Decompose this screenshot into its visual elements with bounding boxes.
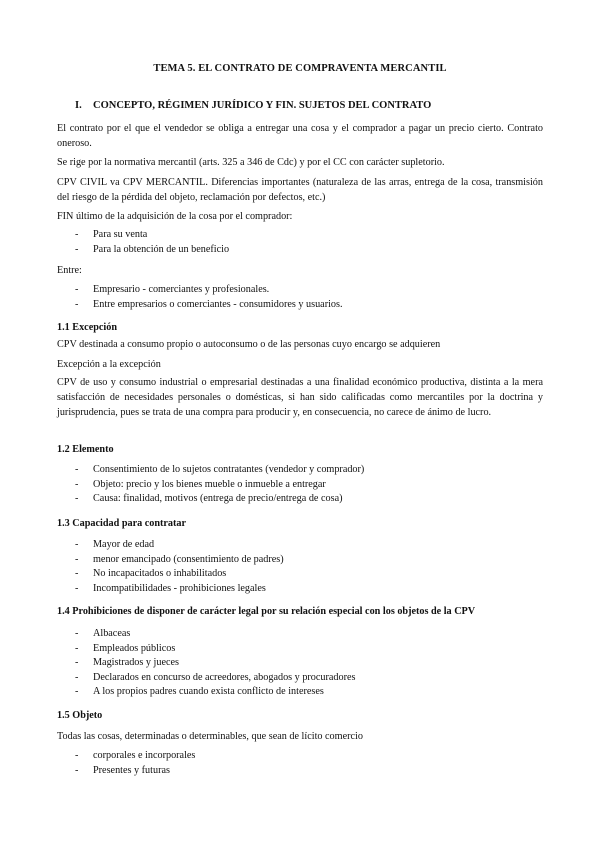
intro-paragraph-fin: FIN último de la adquisición de la cosa por el comprador: xyxy=(57,211,293,222)
prohibitions-list xyxy=(75,627,356,700)
section-number: I. xyxy=(75,100,82,111)
intro-paragraph-regime: Se rige por la normativa mercantil (arts. 325 a 346 de Cdc) y por el CC con carácter supletorio. xyxy=(57,157,445,168)
list-item: - Mayor de edad xyxy=(75,538,284,553)
intro-paragraph-definition: El contrato por el que el vendedor se obliga a entregar una cosa y el comprador a pagar un precio cierto. Contrato oneroso. xyxy=(57,123,543,149)
exception-to-exception-paragraph: CPV de uso y consumo industrial o empresarial destinadas a una finalidad económico productiva, distinta a la mera satisfacción de necesidades personales o domésticas, si han sido calificadas como mercantiles por la doctrina y jurisprudencia, pues se trata de una compra para producir y, en consecuencia, no carece de ánimo de lucro. xyxy=(57,377,543,418)
list-item: - Albaceas xyxy=(75,627,356,642)
list-item: - menor emancipado (consentimiento de padres) xyxy=(75,553,284,568)
list-item: - corporales e incorporales xyxy=(75,749,195,764)
list-item: - Magistrados y jueces xyxy=(75,656,356,671)
list-item: - Para su venta xyxy=(75,228,229,243)
intro-paragraph-differences: CPV CIVIL va CPV MERCANTIL. Diferencias importantes (naturaleza de las arras, entrega de la cosa, transmisión del riesgo de la pérdida del objeto, reclamación por defectos, etc.) xyxy=(57,177,543,203)
document-title: TEMA 5. EL CONTRATO DE COMPRAVENTA MERCANTIL xyxy=(153,63,447,74)
subsection-heading-1-1: 1.1 Excepción xyxy=(57,322,117,333)
exception-paragraph: CPV destinada a consumo propio o autoconsumo o de las personas cuyo encargo se adquieren xyxy=(57,339,441,350)
elements-list xyxy=(75,463,364,507)
fin-list xyxy=(75,228,229,257)
list-item: - Empleados públicos xyxy=(75,642,356,657)
section-heading-text: CONCEPTO, RÉGIMEN JURÍDICO Y FIN. SUJETOS DEL CONTRATO xyxy=(93,100,432,111)
exception-to-exception-label: Excepción a la excepción xyxy=(57,359,161,370)
subsection-heading-1-2: 1.2 Elemento xyxy=(57,444,114,455)
entre-label: Entre: xyxy=(57,265,82,276)
list-item: - Incompatibilidades - prohibiciones legales xyxy=(75,582,284,597)
list-item: - Empresario - comerciantes y profesionales. xyxy=(75,283,343,298)
list-item: - Objeto: precio y los bienes mueble o inmueble a entregar xyxy=(75,478,364,493)
object-paragraph: Todas las cosas, determinadas o determinables, que sean de lícito comercio xyxy=(57,731,363,742)
capacity-list xyxy=(75,538,284,596)
list-item: - Consentimiento de lo sujetos contratantes (vendedor y comprador) xyxy=(75,463,364,478)
list-item: - Causa: finalidad, motivos (entrega de precio/entrega de cosa) xyxy=(75,492,364,507)
list-item: - No incapacitados o inhabilitados xyxy=(75,567,284,582)
list-item: - Declarados en concurso de acreedores, abogados y procuradores xyxy=(75,671,356,686)
object-list xyxy=(75,749,195,778)
section-heading-1 xyxy=(75,100,431,111)
entre-list xyxy=(75,283,343,312)
subsection-heading-1-3: 1.3 Capacidad para contratar xyxy=(57,518,187,529)
list-item: - Entre empresarios o comerciantes - consumidores y usuarios. xyxy=(75,298,343,313)
list-item: - Para la obtención de un beneficio xyxy=(75,243,229,258)
subsection-heading-1-4: 1.4 Prohibiciones de disponer de carácter legal por su relación especial con los objetos de la CPV xyxy=(57,606,476,617)
list-item: - A los propios padres cuando exista conflicto de intereses xyxy=(75,685,356,700)
list-item: - Presentes y futuras xyxy=(75,764,195,779)
subsection-heading-1-5: 1.5 Objeto xyxy=(57,710,103,721)
